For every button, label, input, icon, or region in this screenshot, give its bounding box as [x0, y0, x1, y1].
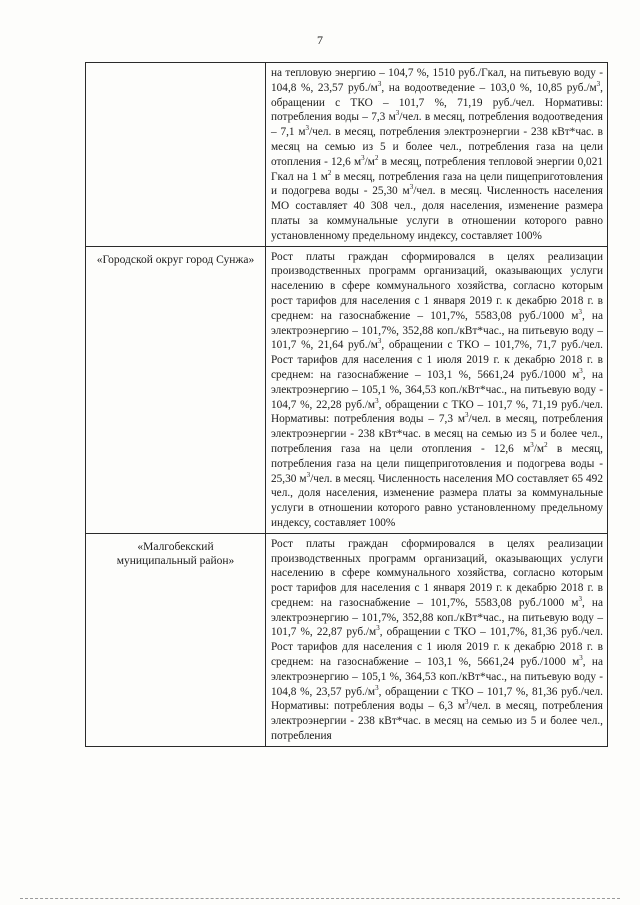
table-row [86, 533, 608, 746]
description-cell: на тепловую энергию – 104,7 %, 1510 руб./Гкал, на питьевую воду - 104,8 %, 23,57 $руб./м^3$, на водоотведение – 103,0 %, 10,85 $руб./м^3$, обращении с ТКО – 101,7 %, 71,19 руб./чел. Нормативы: потребления воды – 7,3 $м^3$/чел. в месяц, потребления водоотведения – 7,1 $м^3$/чел. в месяц, потребления электроэнергии - 238 кВт*час. в месяц на семью из 5 и более чел., потребления газа на цели отопления - 12,6 $м^3/м^2$ в месяц, потребления тепловой энергии 0,021 Гкал на 1 $м^2$ в месяц, потребления газа на цели пищеприготовления и подогрева воды - 25,30 $м^3$/чел. в месяц. Численность населения МО составляет 40 308 чел., доля населения, изменение размера платы за коммунальные услуги в отношении которого равно установленному предельному индексу, составляет 100% [266, 63, 608, 247]
description-cell: Рост платы граждан сформировался в целях реализации производственных программ организаций, оказывающих услуги населению в сфере коммунального хозяйства, согласно которым рост тарифов для населения с 1 января 2019 г. к декабрю 2018 г. в среднем: на газоснабжение – 101,7%, 5583,08 руб./1000 $м^3$, на электроэнергию – 101,7%, 352,88 коп./кВт*час., на питьевую воду – 101,7 %, 22,87 $руб./м^3$, обращении с ТКО – 101,7%, 81,36 руб./чел. Рост тарифов для населения с 1 июля 2019 г. к декабрю 2018 г. в среднем: на газоснабжение – 103,1 %, 5661,24 руб./1000 $м^3$, на электроэнергию – 105,1 %, 364,53 коп./кВт*час., на питьевую воду - 104,8 %, 23,57 $руб./м^3$, обращении с ТКО – 101,7 %, 81,36 руб./чел. Нормативы: потребления воды – 6,3 $м^3$/чел. в месяц, потребления электроэнергии - 238 кВт*час. в месяц на семью из 5 и более чел., потребления [266, 533, 608, 746]
municipality-cell: «Городской округ город Сунжа» [86, 246, 266, 533]
table-row [86, 63, 608, 247]
table-row [86, 246, 608, 533]
municipality-cell [86, 63, 266, 247]
municipality-cell: «Малгобекский муниципальный район» [86, 533, 266, 746]
footer-divider [20, 898, 620, 899]
municipality-table [85, 62, 608, 747]
page-number: 7 [317, 33, 323, 47]
description-cell: Рост платы граждан сформировался в целях реализации производственных программ организаций, оказывающих услуги населению в сфере коммунального хозяйства, согласно которым рост тарифов для населения с 1 января 2019 г. к декабрю 2018 г. в среднем: на газоснабжение – 101,7%, 5583,08 руб./1000 $м^3$, на электроэнергию – 101,7%, 352,88 коп./кВт*час., на питьевую воду – 101,7 %, 21,64 $руб./м^3$, обращении с ТКО – 101,7%, 71,7 руб./чел. Рост тарифов для населения с 1 июля 2019 г. к декабрю 2018 г. в среднем: на газоснабжение – 103,1 %, 5661,24 руб./1000 $м^3$, на электроэнергию – 105,1 %, 364,53 коп./кВт*час., на питьевую воду - 104,7 %, 22,28 $руб./м^3$, обращении с ТКО – 101,7 %, 71,19 руб./чел. Нормативы: потребления воды – 7,3 $м^3$/чел. в месяц, потребления электроэнергии - 238 кВт*час. в месяц на семью из 5 и более чел., потребления газа на цели отопления - 12,6 $м^3/м^2$ в месяц, потребления газа на цели пищеприготовления и подогрева воды - 25,30 $м^3$/чел. в месяц. Численность населения МО составляет 65 492 чел., доля населения, изменение размера платы за коммунальные услуги в отношении которого равно установленному предельному индексу, составляет 100% [266, 246, 608, 533]
